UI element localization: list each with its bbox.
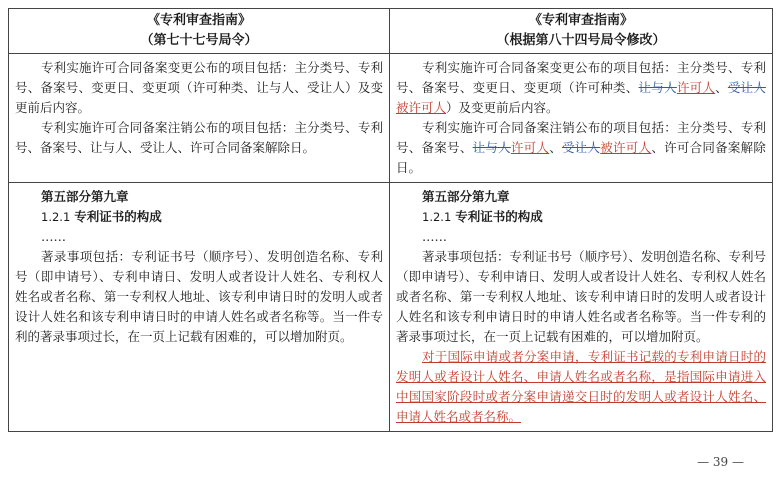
inserted-text: 被许可人: [600, 140, 652, 155]
page-number: — 39 —: [697, 455, 744, 469]
certificate-row: [9, 183, 772, 431]
inserted-text: 被许可人: [396, 100, 447, 115]
license-right-cancel-para: [396, 118, 766, 178]
right-header-title: 《专利审查指南》: [528, 13, 633, 28]
left-header-subtitle: （第七十七号局令）: [140, 33, 258, 48]
deleted-text: 受让人: [561, 140, 601, 155]
license-row: [9, 54, 772, 183]
inserted-text: 许可人: [676, 80, 716, 95]
deleted-text: 让与人: [472, 140, 511, 155]
license-left-change-para: 专利实施许可合同备案变更公布的项目包括：主分类号、专利号、备案号、变更日、变更项（许可种类、让与人、受让人）及变更前后内容。: [15, 60, 383, 115]
license-left-cancel-para: 专利实施许可合同备案注销公布的项目包括：主分类号、专利号、备案号、让与人、受让人、许可合同备案解除日。: [15, 120, 383, 155]
deleted-text: 让与人: [638, 80, 677, 95]
text-run: 专利实施许可合同备案注销公布的项目包括：主分类号、专利号、备案号、: [396, 120, 766, 155]
deleted-text: 受让人: [727, 80, 766, 95]
text-run: ）及变更前后内容。: [446, 100, 559, 115]
left-header-title: 《专利审查指南》: [146, 13, 251, 28]
section-heading: [41, 207, 383, 227]
section-heading: [422, 207, 766, 227]
ellipsis: ……: [422, 229, 447, 244]
section-number: 1.2.1: [41, 210, 71, 224]
certificate-body: 著录事项包括：专利证书号（顺序号）、发明创造名称、专利号（即申请号）、专利申请日、发明人或者设计人姓名、专利权人姓名或者名称、第一专利权人地址、该专利申请日时的发明人或者设计人姓名和该专利申请日时的申请人姓名或者名称等。当一件专利的著录事项过长，在一页上记载有困难的，可以增加附页。: [15, 249, 383, 344]
inserted-text: 许可人: [510, 140, 550, 155]
header-row: [9, 9, 772, 54]
text-run: 专利实施许可合同备案变更公布的项目包括：主分类号、专利号、备案号、变更日、变更项（许可种类、: [396, 60, 766, 95]
added-paragraph: 对于国际申请或者分案申请，专利证书记载的专利申请日时的发明人或者设计人姓名、申请人姓名或者名称，是指国际申请进入中国国家阶段时或者分案申请递交日时的发明人或者设计人姓名、申请人姓名或者名称。: [396, 349, 766, 424]
right-header: [390, 9, 772, 53]
text-run: 、: [549, 140, 562, 155]
section-number: 1.2.1: [422, 210, 452, 224]
text-run: 、: [715, 80, 728, 95]
certificate-body: 著录事项包括：专利证书号（顺序号）、发明创造名称、专利号（即申请号）、专利申请日、发明人或者设计人姓名、专利权人姓名或者名称、第一专利权人地址、该专利申请日时的发明人或者设计人姓名和该专利申请日时的申请人姓名或者名称等。当一件专利的著录事项过长，在一页上记载有困难的，可以增加附页。: [396, 249, 766, 344]
chapter-heading: 第五部分第九章: [41, 189, 129, 204]
license-right-change-para: [396, 58, 766, 118]
chapter-heading: 第五部分第九章: [422, 189, 510, 204]
comparison-table: [8, 8, 773, 432]
left-header: [9, 9, 390, 53]
section-title: 专利证书的构成: [455, 209, 543, 224]
certificate-right-cell: [390, 183, 772, 431]
right-header-subtitle: （根据第八十四号局令修改）: [496, 33, 666, 48]
section-title: 专利证书的构成: [74, 209, 162, 224]
text-run: 、许可合同备案解除日。: [396, 140, 766, 175]
ellipsis: ……: [41, 229, 66, 244]
license-left-cell: [9, 54, 390, 182]
license-right-cell: [390, 54, 772, 182]
certificate-left-cell: [9, 183, 390, 431]
